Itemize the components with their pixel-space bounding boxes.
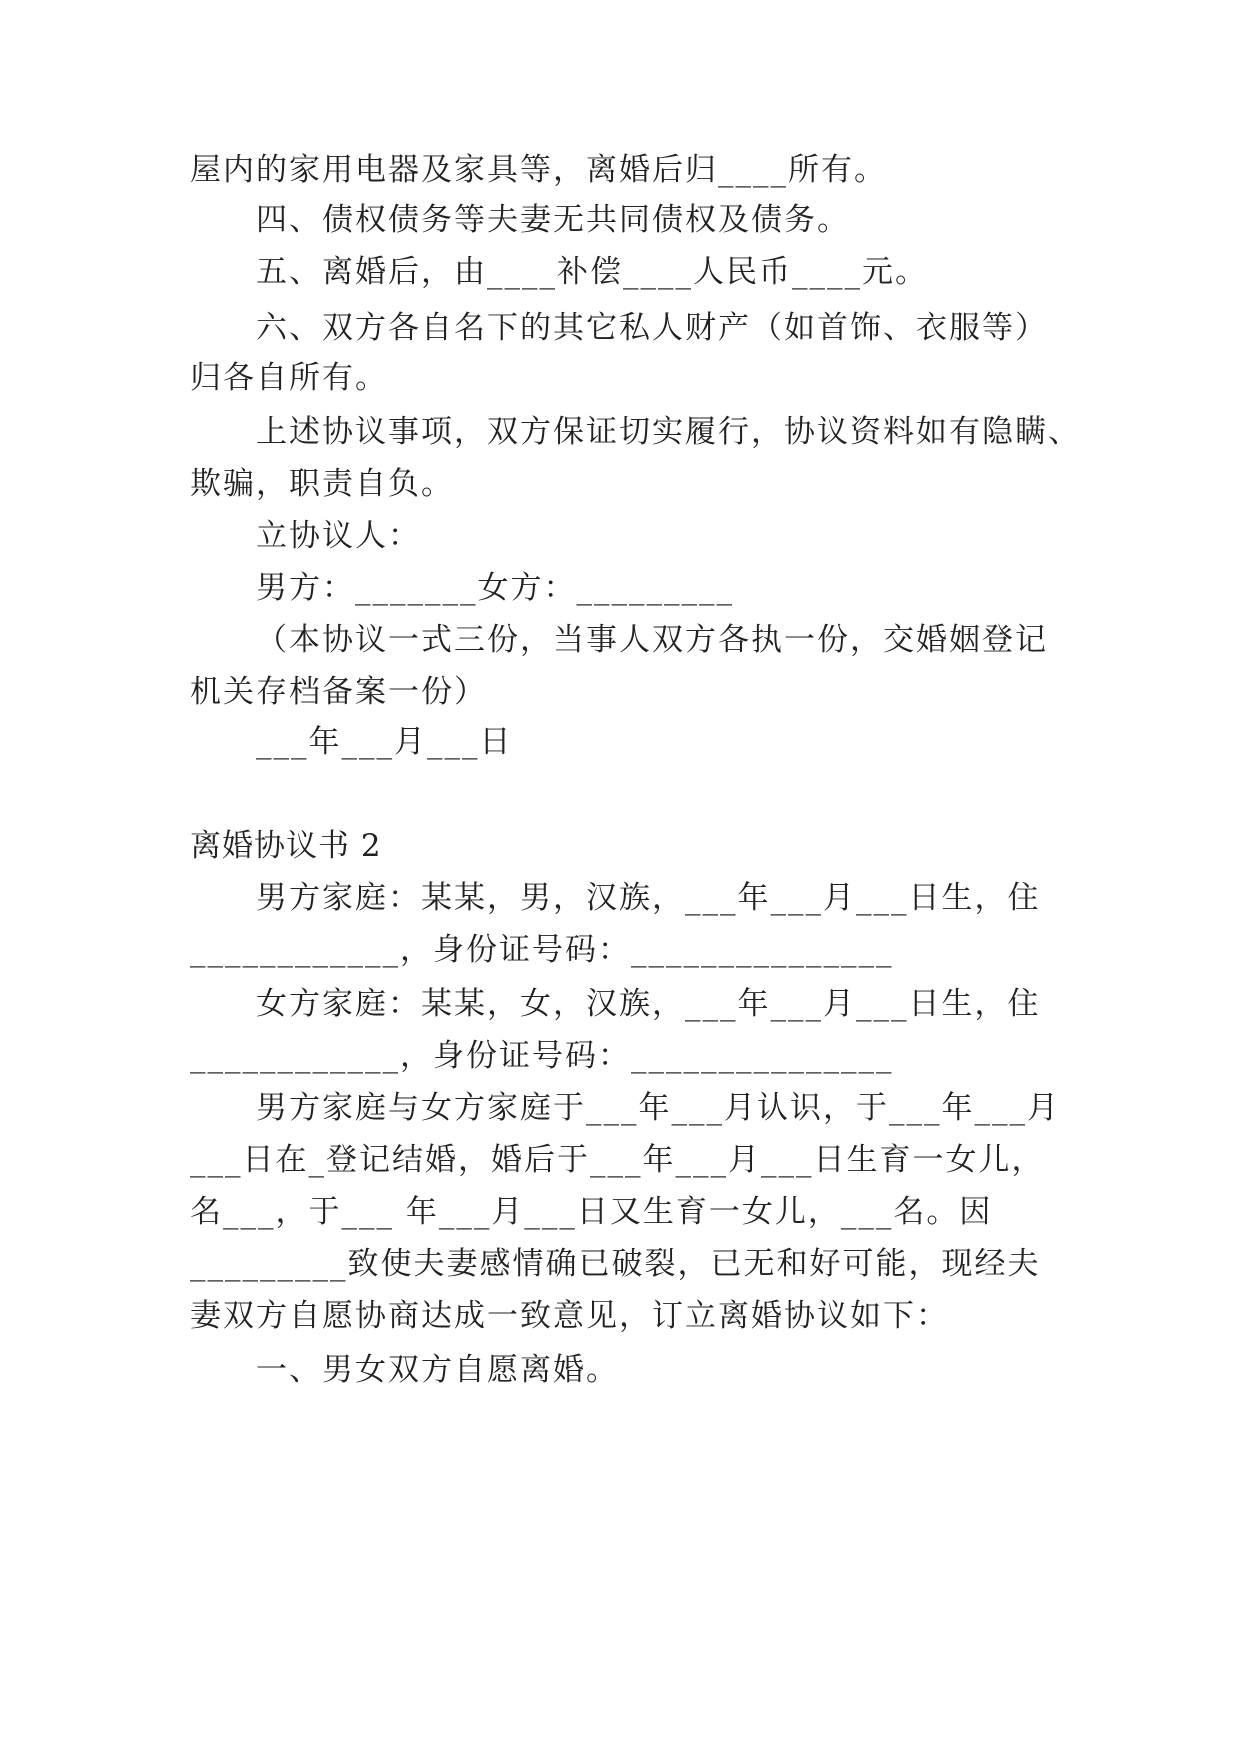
text-line: （本协议一式三份，当事人双方各执一份，交婚姻登记 bbox=[256, 622, 1048, 658]
date-line: ___年___月___日 bbox=[256, 724, 513, 760]
text-line: 名___，于___ 年___月___日又生育一女儿，___名。因 bbox=[190, 1194, 993, 1230]
section-title: 离婚协议书 2 bbox=[190, 828, 382, 864]
text-line: 立协议人： bbox=[256, 518, 421, 554]
text-line: 上述协议事项，双方保证切实履行，协议资料如有隐瞒、 bbox=[256, 414, 1081, 450]
text-line: ___日在_登记结婚，婚后于___年___月___日生育一女儿， bbox=[190, 1142, 1045, 1178]
text-line: 男方家庭与女方家庭于___年___月认识，于___年___月 bbox=[256, 1090, 1060, 1126]
text-line: 归各自所有。 bbox=[190, 360, 388, 396]
text-line: 一、男女双方自愿离婚。 bbox=[256, 1352, 619, 1388]
text-line: 男方：_______女方：_________ bbox=[256, 570, 734, 606]
text-line: _________致使夫妻感情确已破裂，已无和好可能，现经夫 bbox=[190, 1246, 1041, 1282]
text-line: 五、离婚后，由____补偿____人民币____元。 bbox=[256, 254, 928, 290]
text-line: 妻双方自愿协商达成一致意见，订立离婚协议如下： bbox=[190, 1298, 949, 1334]
text-line: 男方家庭：某某，男，汉族，___年___月___日生，住 bbox=[256, 880, 1041, 916]
text-line: 女方家庭：某某，女，汉族，___年___月___日生，住 bbox=[256, 986, 1041, 1022]
text-line: 屋内的家用电器及家具等，离婚后归____所有。 bbox=[190, 152, 887, 188]
text-line: 四、债权债务等夫妻无共同债权及债务。 bbox=[256, 202, 850, 238]
text-line: ____________，身份证号码：_______________ bbox=[190, 1038, 894, 1074]
text-line: 六、双方各自名下的其它私人财产（如首饰、衣服等） bbox=[256, 310, 1048, 346]
text-line: 欺骗，职责自负。 bbox=[190, 466, 454, 502]
text-line: ____________，身份证号码：_______________ bbox=[190, 932, 894, 968]
text-line: 机关存档备案一份） bbox=[190, 674, 487, 710]
